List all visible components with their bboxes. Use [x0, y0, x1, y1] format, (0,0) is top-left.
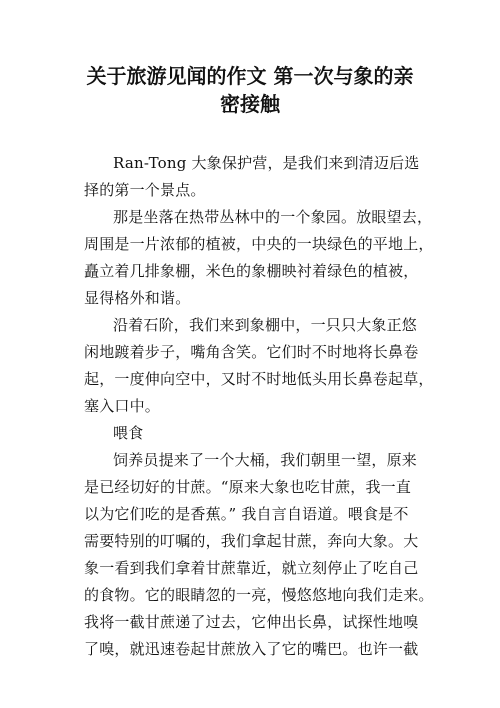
- article-title: [48, 62, 452, 118]
- paragraph-line: 需要特别的叮嘱的，我们拿起甘蔗，奔向大象。大: [84, 532, 419, 550]
- paragraph-line: 的食物。它的眼睛忽的一亮，慢悠悠地向我们走来。: [84, 586, 434, 604]
- title-line-1: 关于旅游见闻的作文 第一次与象的亲: [86, 64, 414, 88]
- paragraph-line: 矗立着几排象棚，米色的象棚映衬着绿色的植被，: [84, 262, 419, 280]
- paragraph-line: 以为它们吃的是香蕉。” 我自言自语道。喂食是不: [84, 505, 409, 523]
- paragraph-line: Ran-Tong 大象保护营，是我们来到清迈后选: [113, 154, 420, 172]
- paragraph-line: 显得格外和谐。: [84, 289, 191, 307]
- paragraph-line: 我将一截甘蔗递了过去，它伸出长鼻，试探性地嗅: [84, 613, 419, 631]
- paragraph-line: 周围是一片浓郁的植被，中央的一块绿色的平地上，: [84, 235, 434, 253]
- title-line-2: 密接触: [220, 92, 280, 116]
- paragraph-line: 起，一度伸向空中，又时不时地低头用长鼻卷起草，: [84, 370, 434, 388]
- paragraph-line: 闲地踱着步子，嘴角含笑。它们时不时地将长鼻卷: [84, 343, 419, 361]
- paragraph-line: 象一看到我们拿着甘蔗靠近，就立刻停止了吃自己: [84, 559, 419, 577]
- paragraph-line: 饲养员提来了一个大桶，我们朝里一望，原来: [113, 451, 418, 469]
- section-heading: 喂食: [113, 424, 144, 442]
- paragraph-line: 塞入口中。: [84, 397, 161, 415]
- paragraph-line: 择的第一个景点。: [84, 181, 206, 199]
- paragraph-line: 了嗅，就迅速卷起甘蔗放入了它的嘴巴。也许一截: [84, 640, 419, 658]
- paragraph-line: 沿着石阶，我们来到象棚中，一只只大象正悠: [113, 316, 418, 334]
- paragraph-line: 那是坐落在热带丛林中的一个象园。放眼望去，: [113, 208, 433, 226]
- paragraph-line: 是已经切好的甘蔗。“原来大象也吃甘蔗，我一直: [84, 478, 412, 496]
